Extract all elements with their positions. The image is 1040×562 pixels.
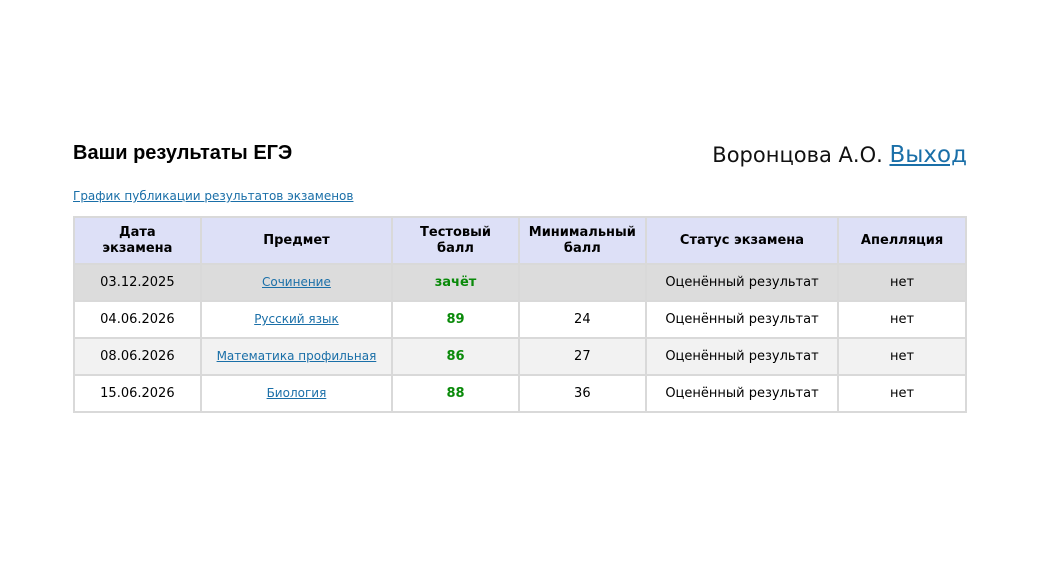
subject-link[interactable]: Биология <box>266 386 327 400</box>
column-header-label: Предмет <box>263 232 330 248</box>
column-header-min-score <box>519 217 646 264</box>
column-header-label: Статус экзамена <box>679 232 805 248</box>
column-header-date <box>74 217 201 264</box>
cell-min-score: 36 <box>519 375 646 412</box>
cell-subject <box>201 301 392 338</box>
user-name: Воронцова А.О. <box>712 143 883 167</box>
results-table <box>73 216 967 413</box>
cell-date: 08.06.2026 <box>74 338 201 375</box>
column-header-appeal <box>838 217 966 264</box>
cell-date: 04.06.2026 <box>74 301 201 338</box>
cell-subject <box>201 375 392 412</box>
table-row <box>74 338 966 375</box>
results-page <box>73 140 967 413</box>
column-header-label: Тестовый балл <box>420 224 491 256</box>
cell-status: Оценённый результат <box>646 375 838 412</box>
column-header-label: Апелляция <box>860 232 944 248</box>
cell-appeal: нет <box>838 338 966 375</box>
table-header-row <box>74 217 966 264</box>
logout-link[interactable]: Выход <box>889 142 967 168</box>
cell-appeal: нет <box>838 301 966 338</box>
subject-link[interactable]: Сочинение <box>262 275 331 289</box>
table-row <box>74 301 966 338</box>
column-header-label: Дата экзамена <box>102 224 173 256</box>
cell-status: Оценённый результат <box>646 264 838 301</box>
cell-subject <box>201 264 392 301</box>
cell-min-score <box>519 264 646 301</box>
cell-test-score: 89 <box>392 301 519 338</box>
column-header-status <box>646 217 838 264</box>
cell-min-score: 27 <box>519 338 646 375</box>
cell-appeal: нет <box>838 264 966 301</box>
cell-appeal: нет <box>838 375 966 412</box>
cell-date: 15.06.2026 <box>74 375 201 412</box>
cell-test-score: 86 <box>392 338 519 375</box>
user-box <box>712 141 967 169</box>
cell-test-score: зачёт <box>392 264 519 301</box>
schedule-link[interactable]: График публикации результатов экзаменов <box>73 189 354 203</box>
column-header-subject <box>201 217 392 264</box>
column-header-test-score <box>392 217 519 264</box>
cell-test-score: 88 <box>392 375 519 412</box>
cell-subject <box>201 338 392 375</box>
table-row <box>74 264 966 301</box>
cell-min-score: 24 <box>519 301 646 338</box>
subject-link[interactable]: Математика профильная <box>216 349 377 363</box>
table-row <box>74 375 966 412</box>
subject-link[interactable]: Русский язык <box>254 312 339 326</box>
cell-date: 03.12.2025 <box>74 264 201 301</box>
cell-status: Оценённый результат <box>646 301 838 338</box>
page-title: Ваши результаты ЕГЭ <box>73 142 293 164</box>
column-header-label: Минимальный балл <box>528 224 636 256</box>
header <box>73 140 967 176</box>
cell-status: Оценённый результат <box>646 338 838 375</box>
